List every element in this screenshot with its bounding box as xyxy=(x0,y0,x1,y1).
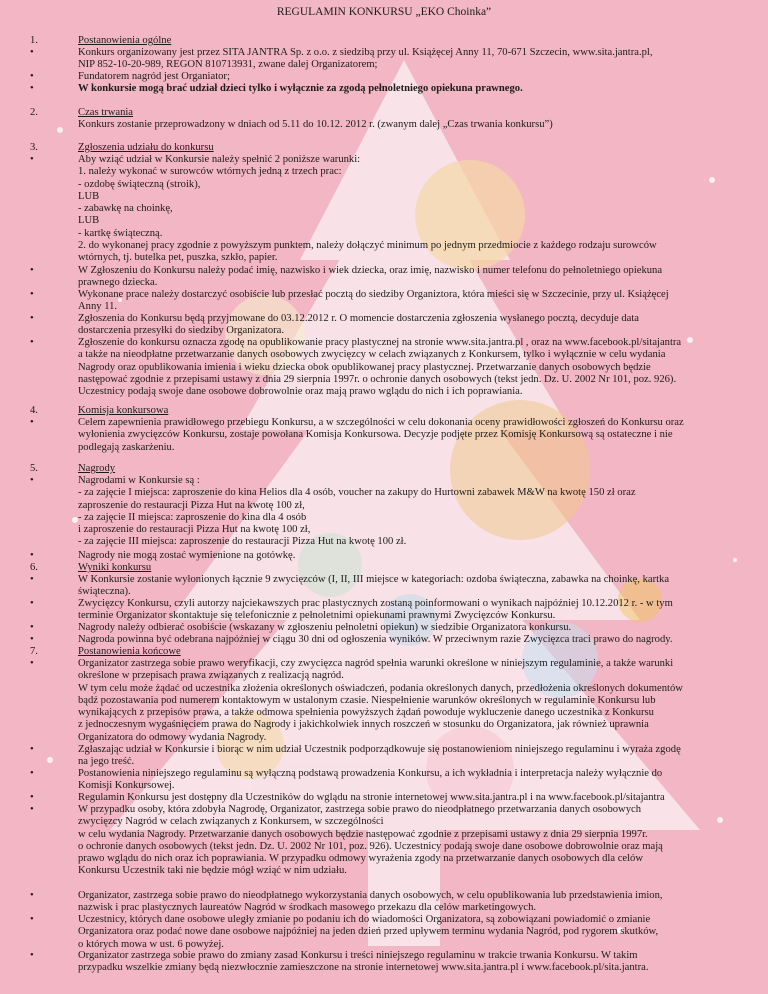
bullet: • xyxy=(30,154,34,165)
section-title: Postanowienia ogólne xyxy=(78,35,172,46)
section-title: Nagrody xyxy=(78,463,116,474)
section-number: 1. xyxy=(30,35,38,46)
bullet: • xyxy=(30,804,34,815)
item-text: Nagrody należy odbierać osobiście (wskazany w zgłoszeniu pełnoletni opiekun) w siedzibie Organizatora konkursu. xyxy=(78,622,572,633)
item-text: Konkurs organizowany jest przez SITA JANTRA Sp. z o.o. z siedzibą przy ul. Książęcej Anny 11, 70-671 Szczecin, www.sita.jantra.pl, NIP 852-10-20-989, REGON 810713931, zwane dalej Organizatorem; xyxy=(78,47,653,71)
item-text: W konkursie mogą brać udział dzieci tylko i wyłącznie za zgodą pełnoletniego opiekuna prawnego. xyxy=(78,83,523,94)
bullet: • xyxy=(30,313,34,324)
bullet: • xyxy=(30,622,34,633)
item-text: W Konkursie zostanie wyłonionych łącznie 9 zwycięzców (I, II, III miejsce w kategoriach: ozdoba świąteczna, zabawka na choinkę, kartka świąteczna). xyxy=(78,574,670,598)
bullet: • xyxy=(30,550,34,561)
item-text: Konkurs zostanie przeprowadzony w dniach od 5.11 do 10.12. 2012 r. (zwanym dalej „Czas trwania konkursu”) xyxy=(78,119,553,130)
bullet: • xyxy=(30,914,34,925)
item-text: Zgłoszenia do Konkursu będą przyjmowane do 03.12.2012 r. O momencie dostarczenia zgłoszenia wysłanego pocztą, decyduje data dostarczenia przesyłki do siedziby Organizatora. xyxy=(78,313,639,337)
bullet: • xyxy=(30,83,34,94)
bullet: • xyxy=(30,574,34,585)
item-text: Aby wziąć udział w Konkursie należy spełnić 2 poniższe warunki: 1. należy wykonać w surowców wtórnych jedną z trzech prac: - ozdobę świąteczną (stroik), LUB - zabawkę na choinkę, LUB - kartkę świąteczną. 2. do wykonanej pracy zgodnie z powyższym punktem, należy dołączyć minimum po jednym przedmiocie z każdego rodzaju surowców wtórnych, tj. butelka pet, puszka, szkło, papier. xyxy=(78,154,657,264)
item-text: W przypadku osoby, która zdobyła Nagrodę, Organizator, zastrzega sobie prawo do nieodpłatnego przetwarzania danych osobowych zwycięzcy Nagród w celach związanych z Konkursem, w szczególności w celu wydania Nagrody. Przetwarzanie danych osobowych będzie następować zgodnie z przepisami ustawy z dnia 29 sierpnia 1997r. o ochronie danych osobowych (tekst jedn. Dz. U. 2002 Nr 101, poz. 926). Uczestnicy podają swoje dane osobowe dobrowolnie oraz mają prawo wglądu do nich oraz ich poprawiania. W przypadku odmowy wyrażenia zgody na przetwarzanie danych osobowych dla celów Konkursu Uczestnik taki nie będzie mógł wziąć w nim udziału. xyxy=(78,804,663,877)
bullet: • xyxy=(30,417,34,428)
item-text: Zwycięzcy Konkursu, czyli autorzy najciekawszych prac plastycznych zostaną poinformowani o wynikach najpóźniej 10.12.2012 r. - w tym terminie Organizator skontaktuje się telefonicznie z pełnoletnimi opiekunami prawnymi Zwycięzców Konkursu. xyxy=(78,598,673,622)
item-text: Nagroda powinna być odebrana najpóźniej w ciągu 30 dni od ogłoszenia wyników. W przeciwnym razie Zwycięzca traci prawo do nagrody. xyxy=(78,634,673,645)
section-number: 7. xyxy=(30,646,38,657)
item-text: Wykonane prace należy dostarczyć osobiście lub przesłać pocztą do siedziby Organiztora, która mieści się w Szczecinie, przy ul. Książęcej Anny 11. xyxy=(78,289,669,313)
section-title: Wyniki konkursu xyxy=(78,562,152,573)
section-title: Czas trwania xyxy=(78,107,134,118)
document-title: REGULAMIN KONKURSU „EKO Choinka” xyxy=(276,6,492,18)
bullet: • xyxy=(30,47,34,58)
item-text: Uczestnicy, których dane osobowe uległy zmianie po podaniu ich do wiadomości Organizatora, są zobowiązani powiadomić o zmianie Organizatora oraz podać nowe dane osobowe najpóźniej na jeden dzień przed upływem terminu wydania Nagród, pod rygorem skutków, o których mowa w ust. 6 powyżej. xyxy=(78,914,659,950)
section-title: Postanowienia końcowe xyxy=(78,646,181,657)
bullet: • xyxy=(30,337,34,348)
bullet: • xyxy=(30,950,34,961)
bullet: • xyxy=(30,768,34,779)
section-title: Komisja konkursowa xyxy=(78,405,169,416)
bullet: • xyxy=(30,744,34,755)
bullet: • xyxy=(30,265,34,276)
item-text: Organizator zastrzega sobie prawo do zmiany zasad Konkursu i treści niniejszego regulaminu w trakcie trwania Konkursu. W takim przypadku wszelkie zmiany będą niezwłocznie zamieszczone na stronie internetowej www.sita.jantra.pl i www.facebook.pl/sita.jantra. xyxy=(78,950,649,974)
section-number: 3. xyxy=(30,142,38,153)
item-text: Zgłoszenie do konkursu oznacza zgodę na opublikowanie pracy plastycznej na stronie www.sita.jantra.pl , oraz na www.facebook.pl/sitajantra a także na nieodpłatne przetwarzanie danych osobowych zwycięzcy w celach związanych z Konkursem, tylko i wyłącznie w celu wydania Nagrody oraz opublikowania imienia i wieku dziecka obok opublikowanej pracy plastycznej. Przetwarzanie danych osobowych będzie następować zgodnie z przepisami ustawy z dnia 29 sierpnia 1997r. o ochronie danych osobowych (tekst jedn. Dz. U. 2002 Nr 101, poz. 926). Uczestnicy podają swoje dane osobowe dobrowolnie oraz mają prawo wglądu do nich i ich poprawiania. xyxy=(78,337,682,398)
section-number: 4. xyxy=(30,405,38,416)
item-text: Zgłaszając udział w Konkursie i biorąc w nim udział Uczestnik podporządkowuje się postanowieniom niniejszego regulaminu i wyraża zgodę na jego treść. xyxy=(78,744,681,768)
item-text: Fundatorem nagród jest Organiator; xyxy=(78,71,230,82)
section-title: Zgłoszenia udziału do konkursu xyxy=(78,142,214,153)
item-text: Postanowienia niniejszego regulaminu są wyłączną podstawą prowadzenia Konkursu, a ich wykładnia i interpretacja należy wyłącznie do Komisji Konkursowej. xyxy=(78,768,663,792)
bullet: • xyxy=(30,475,34,486)
section-number: 5. xyxy=(30,463,38,474)
bullet: • xyxy=(30,890,34,901)
item-text: Celem zapewnienia prawidłowego przebiegu Konkursu, a w szczególności w celu dokonania oceny prawidłowości zgłoszeń do Konkursu oraz wyłonienia zwycięzców Konkursu, zostaje powołana Komisja Konkursowa. Decyzje podjęte przez Komisję Konkursową są ostateczne i nie podlegają zaskarżeniu. xyxy=(78,417,684,453)
section-number: 6. xyxy=(30,562,38,573)
bullet: • xyxy=(30,658,34,669)
item-text: Regulamin Konkursu jest dostępny dla Uczestników do wglądu na stronie internetowej www.sita.jantra.pl i na www.facebook.pl/sitajantra xyxy=(78,792,665,803)
item-text: Nagrody nie mogą zostać wymienione na gotówkę. xyxy=(78,550,296,561)
bullet: • xyxy=(30,289,34,300)
section-number: 2. xyxy=(30,107,38,118)
item-text: W Zgłoszeniu do Konkursu należy podać imię, nazwisko i wiek dziecka, oraz imię, nazwisko i numer telefonu do pełnoletniego opiekuna prawnego dziecka. xyxy=(78,265,663,289)
item-text: Organizator zastrzega sobie prawo weryfikacji, czy zwycięzca nagród spełnia warunki określone w niniejszym regulaminie, a także warunki określone w przepisach prawa związanych z realizacją nagród. W tym celu może żądać od uczestnika złożenia określonych oświadczeń, podania określonych danych, przedłożenia określonych dokumentów bądź pozostawania pod numerem kontaktowym w ustalonym czasie. Niespełnienie warunków określonych w regulaminie Konkursu lub wynikających z przepisów prawa, a także odmowa spełnienia powyższych żądań powoduje wykluczenie danego uczestnika z Konkursu z jednoczesnym wygaśnięciem prawa do Nagrody i jakichkolwiek innych roszczeń w stosunku do Organizatora, jak również uprawnia Organizatora do odmowy wydania Nagrody. xyxy=(78,658,683,743)
item-text: Nagrodami w Konkursie są : - za zajęcie I miejsca: zaproszenie do kina Helios dla 4 osób, voucher na zakupy do Hurtowni zabawek M&W na kwotę 150 zł oraz zaproszenie do restauracji Pizza Hut na kwotę 100 zł, - za zajęcie II miejsca: zaproszenie do kina dla 4 osób i zaproszenie do restauracji Pizza Hut na kwotę 100 zł, - za zajęcie III miejsca: zaproszenie do restauracji Pizza Hut na kwotę 100 zł. xyxy=(78,475,636,548)
bullet: • xyxy=(30,71,34,82)
bullet: • xyxy=(30,792,34,803)
bullet: • xyxy=(30,598,34,609)
bullet: • xyxy=(30,634,34,645)
item-text: Organizator, zastrzega sobie prawo do nieodpłatnego wykorzystania danych osobowych, w celu opublikowania lub przedstawienia imion, nazwisk i prac plastycznych laureatów Nagród w środkach masowego przekazu dla celów marketingowych. xyxy=(78,890,663,914)
